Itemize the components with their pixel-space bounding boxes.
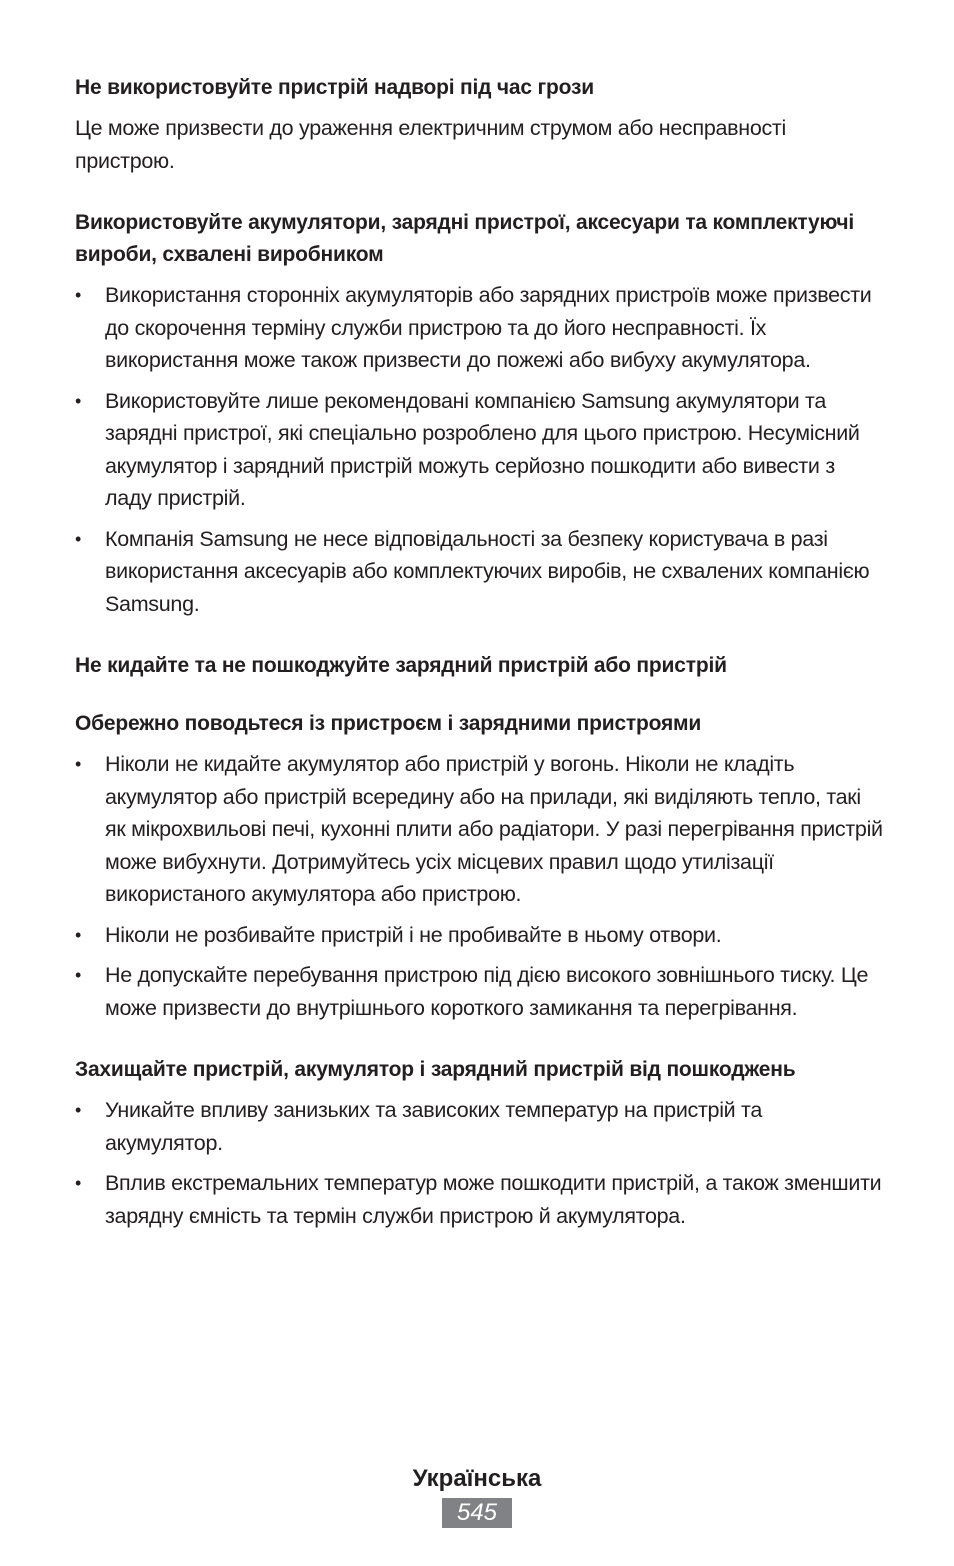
list-item-text: Компанія Samsung не несе відповідальності за безпеку користувача в разі використання аксесуарів або комплектуючих виробів, не схвалених компанією Samsung.: [105, 526, 870, 616]
list-item: [75, 748, 885, 911]
list-item-text: Ніколи не кидайте акумулятор або пристрій у вогонь. Ніколи не кладіть акумулятор або пристрій всередину або на прилади, які виділяють тепло, такі як мікрохвильові печі, кухонні плити або радіатори. У разі перегрівання пристрій може вибухнути. Дотримуйтесь усіх місцевих правил щодо утилізації використаного акумулятора або пристрою.: [105, 752, 883, 906]
section-heading: Не використовуйте пристрій надворі під час грози: [75, 76, 594, 99]
section-heading: Не кидайте та не пошкоджуйте зарядний пристрій або пристрій: [75, 654, 727, 677]
section-thunderstorm: [75, 72, 885, 177]
bullet-list: [75, 279, 885, 620]
list-item: [75, 1094, 885, 1159]
bullet-list: [75, 1094, 885, 1232]
section-heading: Захищайте пристрій, акумулятор і зарядний пристрій від пошкоджень: [75, 1058, 796, 1081]
list-item: [75, 523, 885, 621]
bullet-icon: •: [75, 285, 82, 305]
list-item-text: Ніколи не розбивайте пристрій і не пробивайте в ньому отвори.: [105, 922, 722, 947]
list-item-text: Не допускайте перебування пристрою під дією високого зовнішнього тиску. Це може призвести до внутрішнього короткого замикання та перегрівання.: [105, 963, 869, 1020]
list-item: [75, 919, 885, 952]
list-item-text: Використовуйте лише рекомендовані компанією Samsung акумулятори та зарядні пристрої, які спеціально розроблено для цього пристрою. Несумісний акумулятор і зарядний пристрій можуть серйозно пошкодити або вивести з ладу пристрій.: [105, 388, 860, 510]
page-footer: [0, 1462, 954, 1528]
page-number: 545: [442, 1498, 512, 1528]
section-do-not-drop: [75, 650, 885, 682]
bullet-icon: •: [75, 754, 82, 774]
document-body: [75, 72, 885, 1262]
list-item-text: Вплив екстремальних температур може пошкодити пристрій, а також зменшити зарядну ємність та термін служби пристрою й акумулятора.: [105, 1171, 882, 1228]
section-approved-accessories: [75, 207, 885, 620]
bullet-icon: •: [75, 1100, 82, 1120]
bullet-list: [75, 748, 885, 1024]
bullet-icon: •: [75, 528, 82, 549]
bullet-icon: •: [75, 1173, 82, 1193]
bullet-icon: •: [75, 390, 82, 411]
list-item-text: Уникайте впливу занизьких та зависоких температур на пристрій та акумулятор.: [105, 1098, 763, 1155]
list-item: [75, 279, 885, 377]
list-item: [75, 959, 885, 1024]
section-heading: Обережно поводьтеся із пристроєм і зарядними пристроями: [75, 712, 702, 735]
section-heading: Використовуйте акумулятори, зарядні пристрої, аксесуари та комплектуючі вироби, схвалені виробником: [75, 211, 855, 266]
section-paragraph: Це може призвести до ураження електричним струмом або несправності пристрою.: [75, 116, 786, 173]
bullet-icon: •: [75, 965, 82, 985]
section-handle-carefully: [75, 708, 885, 1024]
list-item: [75, 1167, 885, 1232]
footer-language: Українська: [412, 1465, 542, 1492]
section-protect-device: [75, 1054, 885, 1232]
bullet-icon: •: [75, 924, 82, 945]
list-item-text: Використання сторонніх акумуляторів або зарядних пристроїв може призвести до скорочення терміну служби пристрою та до його несправності. Їх використання може також призвести до пожежі або вибуху акумулятора.: [105, 283, 872, 372]
list-item: [75, 385, 885, 515]
